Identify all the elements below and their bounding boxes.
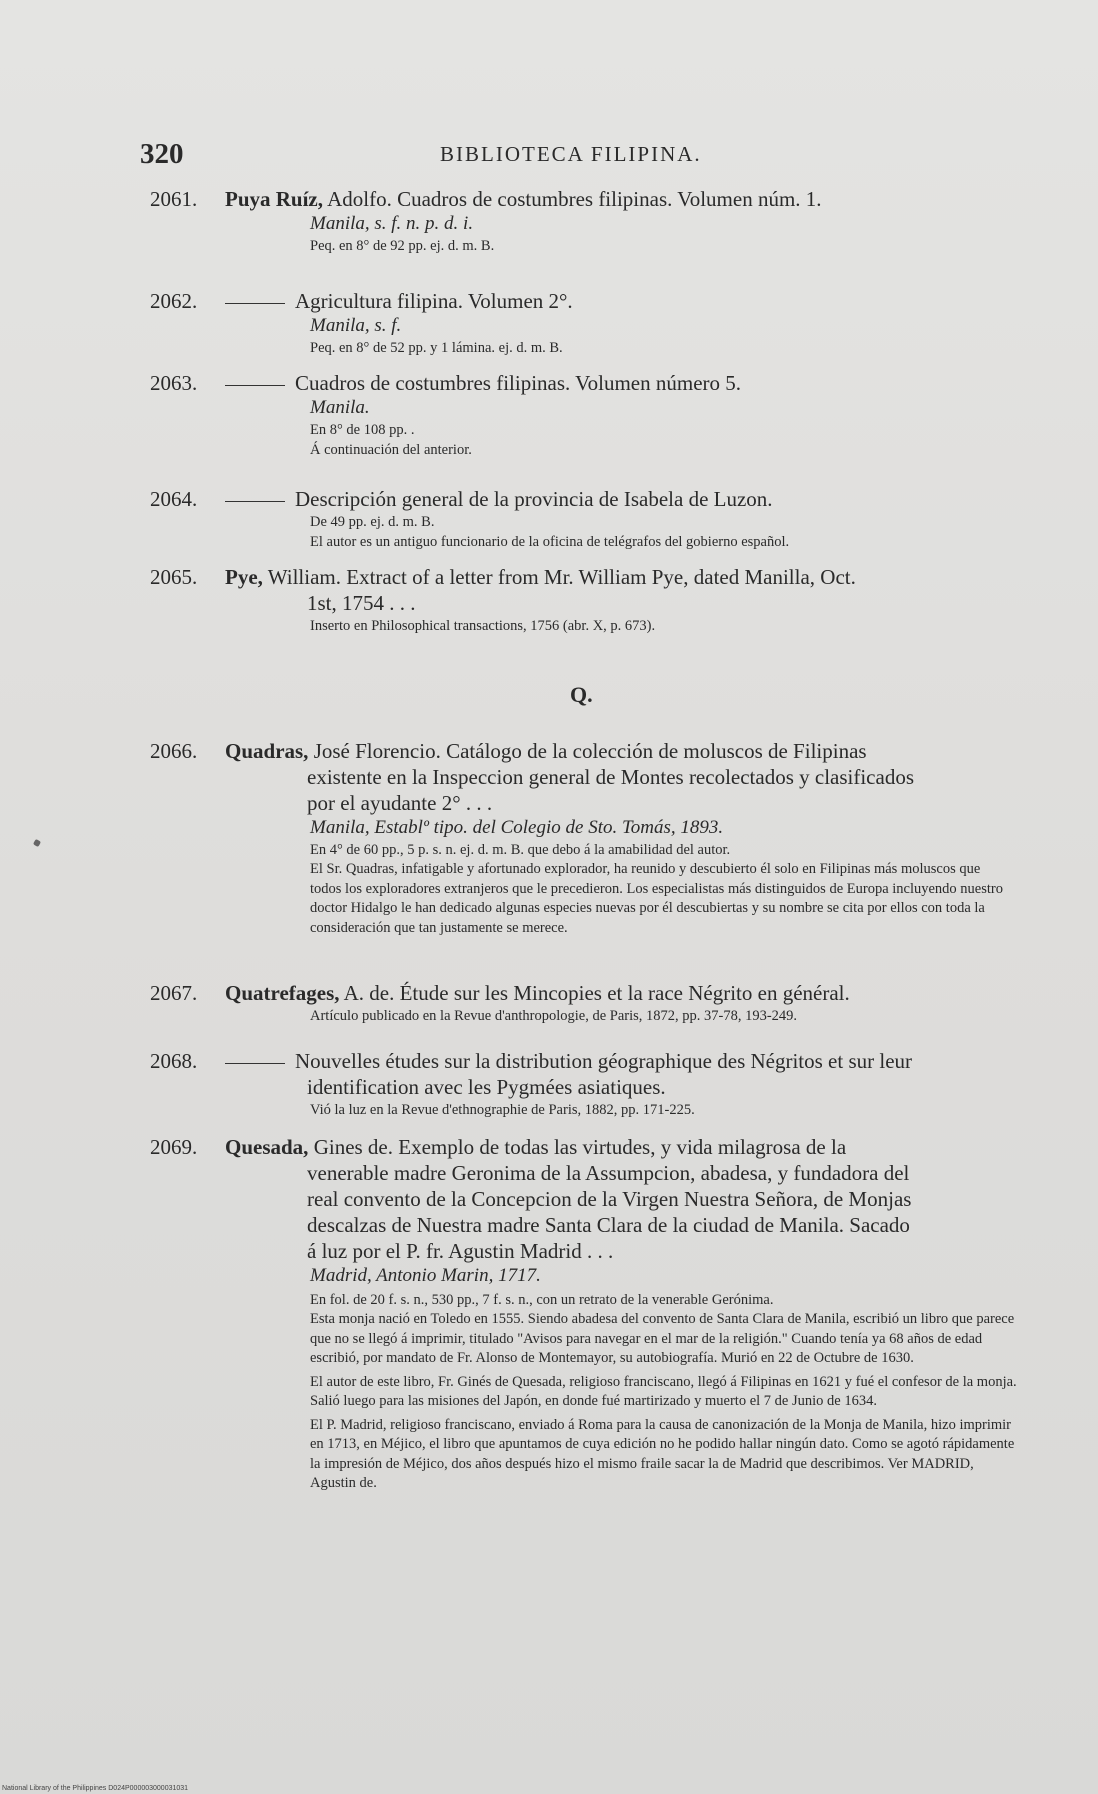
entry-2067 xyxy=(150,980,1030,1026)
entry-2068 xyxy=(150,1048,1030,1120)
entry-number: 2069. xyxy=(150,1135,198,1159)
entry-note: En 8° de 108 pp. . xyxy=(310,422,415,438)
entry-author: Quatrefages, xyxy=(225,981,340,1005)
entry-number: 2064. xyxy=(150,487,198,511)
ditto-dash xyxy=(225,1063,285,1064)
entry-number: 2065. xyxy=(150,565,198,589)
entry-number: 2061. xyxy=(150,187,198,211)
entry-number: 2062. xyxy=(150,289,198,313)
entry-note: Inserto en Philosophical transactions, 1756 (abr. X, p. 673). xyxy=(310,618,656,634)
entry-number: 2067. xyxy=(150,981,198,1005)
scan-speck xyxy=(33,839,41,847)
entry-author: Quesada, xyxy=(225,1135,309,1159)
entry-number: 2063. xyxy=(150,371,198,395)
entry-title-cont: identification avec les Pygmées asiatiques. xyxy=(307,1075,666,1099)
entry-note: Peq. en 8° de 52 pp. y 1 lámina. ej. d. m. B. xyxy=(310,340,563,356)
entry-2064 xyxy=(150,486,1030,552)
entry-title: Agricultura filipina. Volumen 2°. xyxy=(295,289,573,313)
entry-title-cont: descalzas de Nuestra madre Santa Clara de la ciudad de Manila. Sacado xyxy=(307,1213,910,1237)
entry-title: José Florencio. Catálogo de la colección de moluscos de Filipinas xyxy=(308,739,867,763)
entry-note: Vió la luz en la Revue d'ethnographie de Paris, 1882, pp. 171-225. xyxy=(310,1102,695,1118)
page-number: 320 xyxy=(140,138,184,170)
entry-note: En 4° de 60 pp., 5 p. s. n. ej. d. m. B. que debo á la amabilidad del autor. xyxy=(310,842,731,858)
ditto-dash xyxy=(225,303,285,304)
entry-author: Quadras, xyxy=(225,739,309,763)
entry-imprint: Manila, Establº tipo. del Colegio de Sto. Tomás, 1893. xyxy=(310,817,724,838)
section-letter: Q. xyxy=(570,682,593,707)
running-head: BIBLIOTECA FILIPINA. xyxy=(440,142,702,166)
entry-title: Nouvelles études sur la distribution géographique des Négritos et sur leur xyxy=(295,1049,913,1073)
entry-title: Gines de. Exemplo de todas las virtudes, y vida milagrosa de la xyxy=(308,1135,847,1159)
entry-imprint: Manila, s. f. xyxy=(310,315,402,336)
entry-author: Pye, xyxy=(225,565,263,589)
entry-title: Descripción general de la provincia de Isabela de Luzon. xyxy=(295,487,773,511)
entry-note: Á continuación del anterior. xyxy=(310,442,472,458)
entry-note: De 49 pp. ej. d. m. B. xyxy=(310,514,435,530)
entry-2069 xyxy=(150,1134,1030,1494)
entry-title-cont: real convento de la Concepcion de la Virgen Nuestra Señora, de Monjas xyxy=(307,1187,912,1211)
entry-title-cont: por el ayudante 2° . . . xyxy=(307,791,493,815)
ditto-dash xyxy=(225,501,285,502)
footer-library: National Library of the Philippines xyxy=(2,1785,107,1792)
entry-title-cont: 1st, 1754 . . . xyxy=(307,591,416,615)
entry-imprint: Madrid, Antonio Marin, 1717. xyxy=(310,1265,541,1286)
entry-note: Esta monja nació en Toledo en 1555. Siendo abadesa del convento de Santa Clara de Manila, escribió un libro que parece que no se llegó á imprimir, titulado "Avisos para navegar en el mar de la religión." Cuando tenía ya 68 años de edad escribió, por mandato de Fr. Alonso de Montemayor, su autobiografía. Murió en 22 de Octubre de 1630. xyxy=(310,1311,1015,1366)
entry-title: Cuadros de costumbres filipinas. Volumen número 5. xyxy=(295,371,742,395)
entry-2062 xyxy=(150,288,1030,358)
footer-id: D024P000003000031031 xyxy=(108,1785,189,1792)
entry-2061 xyxy=(150,186,1030,256)
entry-note: El Sr. Quadras, infatigable y afortunado explorador, ha reunido y descubierto él solo en Filipinas más moluscos que todos los exploradores extranjeros que le precedieron. Los especialistas más distinguidos de Europa incluyendo nuestro doctor Hidalgo le han dedicado algunas especies nuevas por él descubiertas y su nombre se cita por ellos con toda la consideración que tan justamente se merece. xyxy=(310,861,1003,936)
entry-imprint: Manila, s. f. n. p. d. i. xyxy=(310,213,474,234)
entry-note: En fol. de 20 f. s. n., 530 pp., 7 f. s. n., con un retrato de la venerable Gerónima. xyxy=(310,1292,774,1308)
entry-note: El autor de este libro, Fr. Ginés de Quesada, religioso franciscano, llegó á Filipinas en 1621 y fué el confesor de la monja. Salió luego para las misiones del Japón, en donde fué martirizado y muerto el 7 de Junio de 1634. xyxy=(310,1373,1017,1409)
entry-note: El autor es un antiguo funcionario de la oficina de telégrafos del gobierno español. xyxy=(310,534,790,550)
entry-note: Peq. en 8° de 92 pp. ej. d. m. B. xyxy=(310,238,495,254)
entry-note: El P. Madrid, religioso franciscano, enviado á Roma para la causa de canonización de la Monja de Manila, hizo imprimir en 1713, en Méjico, el libro que apuntamos de cuya edición no he podido hallar ningún dato. Como se agotó rápidamente la impresión de Méjico, dos años después hizo el mismo fraile sacar la de Madrid que describimos. Ver MADRID, Agustin de. xyxy=(310,1416,1015,1491)
scan-footer xyxy=(2,1785,188,1792)
entry-2066 xyxy=(150,738,1030,938)
ditto-dash xyxy=(225,385,285,386)
entry-title: Adolfo. Cuadros de costumbres filipinas. Volumen núm. 1. xyxy=(323,187,822,211)
entry-title-cont: existente en la Inspeccion general de Montes recolectados y clasificados xyxy=(307,765,915,789)
entry-number: 2068. xyxy=(150,1049,198,1073)
entry-title: William. Extract of a letter from Mr. William Pye, dated Manilla, Oct. xyxy=(262,565,856,589)
page-header xyxy=(140,138,1008,178)
entry-title-cont: venerable madre Geronima de la Assumpcion, abadesa, y fundadora del xyxy=(307,1161,910,1185)
entry-title: A. de. Étude sur les Mincopies et la race Négrito en général. xyxy=(339,981,850,1005)
entry-title-cont: á luz por el P. fr. Agustin Madrid . . . xyxy=(307,1239,614,1263)
entry-author: Puya Ruíz, xyxy=(225,187,324,211)
entry-imprint: Manila. xyxy=(310,397,370,418)
entry-number: 2066. xyxy=(150,739,198,763)
entry-2063 xyxy=(150,370,1030,460)
entry-2065 xyxy=(150,564,1030,636)
entry-note: Artículo publicado en la Revue d'anthropologie, de Paris, 1872, pp. 37-78, 193-249. xyxy=(310,1008,798,1024)
